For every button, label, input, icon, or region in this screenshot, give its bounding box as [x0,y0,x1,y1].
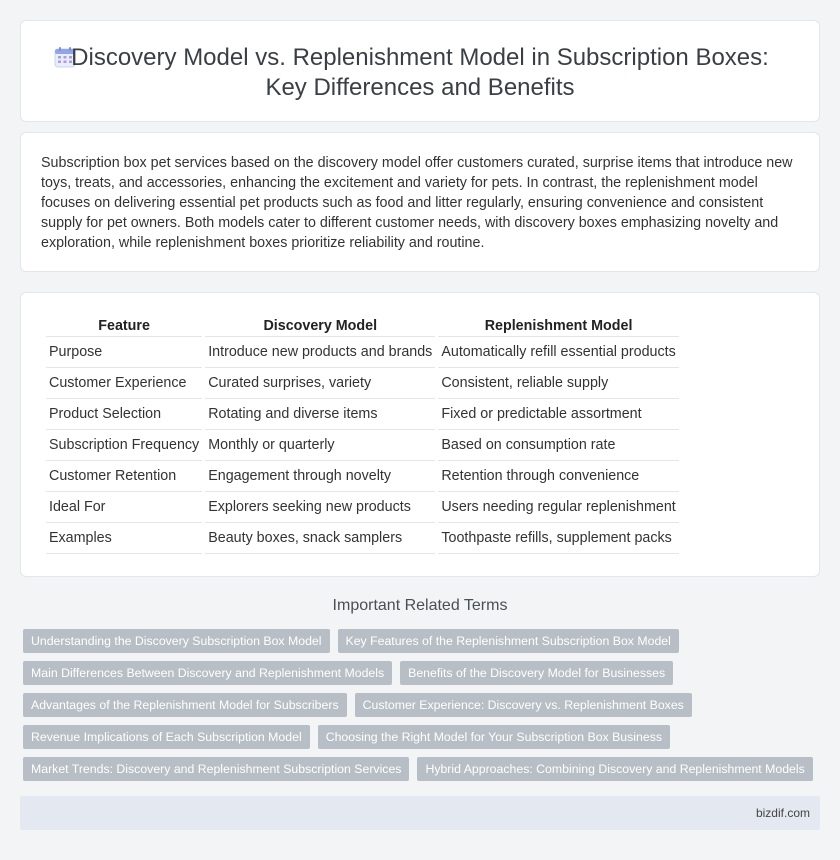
table-cell: Examples [46,523,202,554]
table-row [46,337,679,368]
table-cell: Users needing regular replenishment [438,492,678,523]
table-row [46,523,679,554]
related-term-link[interactable]: Benefits of the Discovery Model for Businesses [400,661,673,685]
related-term-link[interactable]: Choosing the Right Model for Your Subscription Box Business [318,725,670,749]
intro-card [20,132,820,272]
table-cell: Fixed or predictable assortment [438,399,678,430]
comparison-table [43,315,682,554]
table-cell: Customer Retention [46,461,202,492]
site-name[interactable]: bizdif.com [755,806,810,820]
table-cell: Automatically refill essential products [438,337,678,368]
column-header-replenishment: Replenishment Model [438,315,678,337]
related-term-link[interactable]: Key Features of the Replenishment Subscription Box Model [338,629,679,653]
page-title-line1: Discovery Model vs. Replenishment Model in Subscription Boxes: [71,44,769,71]
related-term-link[interactable]: Understanding the Discovery Subscription Box Model [23,629,330,653]
related-term-link[interactable]: Hybrid Approaches: Combining Discovery and Replenishment Models [417,757,812,781]
related-term-link[interactable]: Main Differences Between Discovery and Replenishment Models [23,661,392,685]
table-cell: Beauty boxes, snack samplers [205,523,435,554]
intro-paragraph: Subscription box pet services based on the discovery model offer customers curated, surprise items that introduce new toys, treats, and accessories, enhancing the excitement and variety for pets. In contrast, the replenishment model focuses on delivering essential pet products such as food and litter regularly, ensuring convenience and consistent supply for pet owners. Both models cater to different customer needs, with discovery boxes emphasizing novelty and exploration, while replenishment boxes prioritize reliability and routine. [41,155,793,251]
table-cell: Retention through convenience [438,461,678,492]
title-card [20,20,820,122]
comparison-card [20,292,820,577]
table-cell: Monthly or quarterly [205,430,435,461]
page-title-line2: Key Differences and Benefits [265,74,575,101]
table-cell: Engagement through novelty [205,461,435,492]
table-row [46,368,679,399]
table-header-row [46,315,679,337]
related-term-link[interactable]: Market Trends: Discovery and Replenishment Subscription Services [23,757,409,781]
table-cell: Ideal For [46,492,202,523]
table-cell: Explorers seeking new products [205,492,435,523]
related-term-link[interactable]: Revenue Implications of Each Subscription Model [23,725,310,749]
table-cell: Toothpaste refills, supplement packs [438,523,678,554]
table-row [46,492,679,523]
table-cell: Based on consumption rate [438,430,678,461]
related-terms-heading: Important Related Terms [332,597,508,614]
page-title [21,43,819,103]
table-row [46,399,679,430]
column-header-feature: Feature [46,315,202,337]
footer [20,796,820,830]
related-term-link[interactable]: Customer Experience: Discovery vs. Replenishment Boxes [355,693,692,717]
table-cell: Customer Experience [46,368,202,399]
table-row [46,461,679,492]
table-cell: Rotating and diverse items [205,399,435,430]
table-cell: Purpose [46,337,202,368]
related-terms-list [23,629,813,789]
table-cell: Subscription Frequency [46,430,202,461]
table-cell: Consistent, reliable supply [438,368,678,399]
table-cell: Curated surprises, variety [205,368,435,399]
table-cell: Introduce new products and brands [205,337,435,368]
table-cell: Product Selection [46,399,202,430]
column-header-discovery: Discovery Model [205,315,435,337]
related-term-link[interactable]: Advantages of the Replenishment Model for Subscribers [23,693,347,717]
table-row [46,430,679,461]
